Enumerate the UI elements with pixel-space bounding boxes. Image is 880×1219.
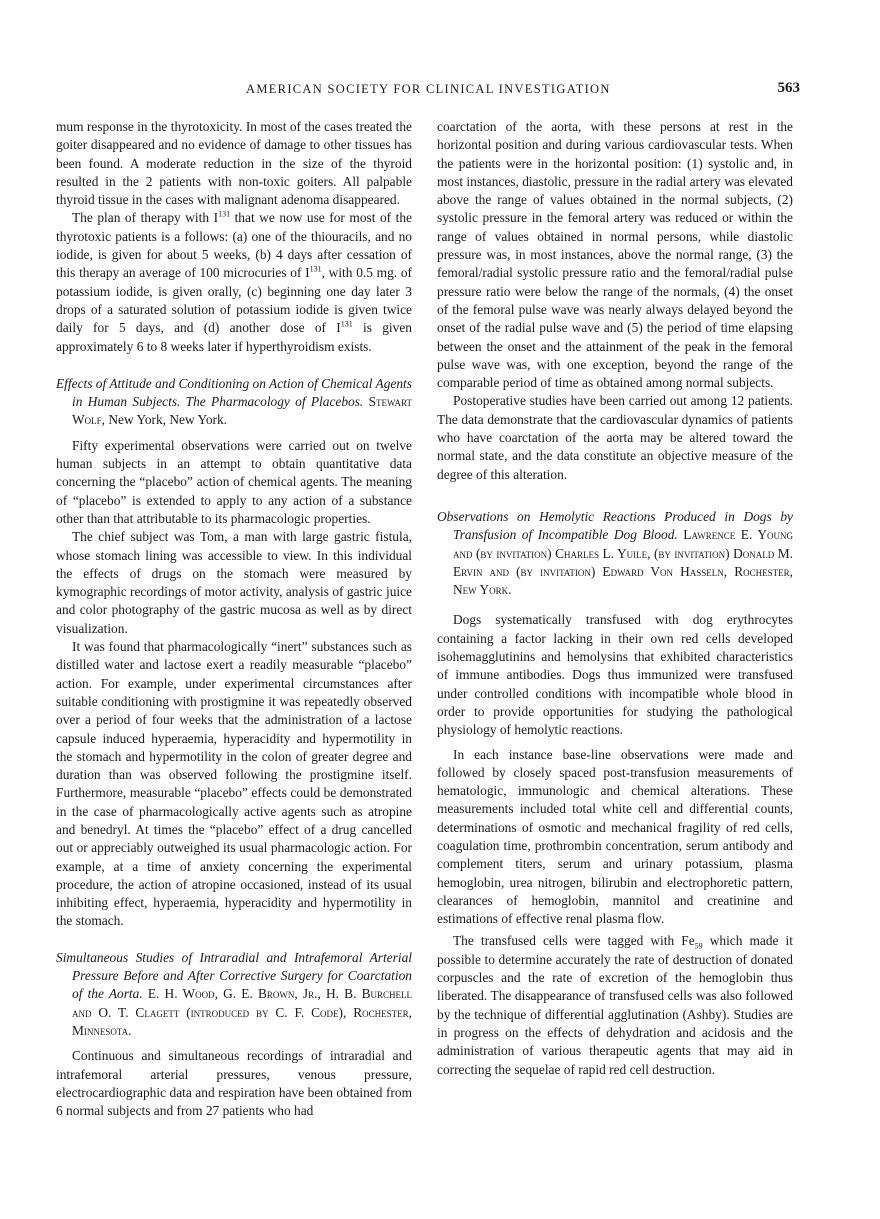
abstract-title-placebo: Effects of Attitude and Conditioning on Action of Chemical Agents in Human Subjects. The Pharmacology of Placebos. Stewart Wolf, New York, New York.: [56, 375, 412, 428]
author-names: Lawrence E. Young and (by invitation) Charles L. Yuile, (by invitation) Donald M. Ervin and (by invitation) Edward Von Hasseln, Rochester, New York.: [453, 527, 793, 598]
abstract-paragraph: Fifty experimental observations were carried out on twelve human subjects in an attempt to obtain quantitative data concerning the “placebo” action of chemical agents. The meaning of “placebo” is extended to apply to any action of a substance other than that attributable to its pharmacologic properties.: [56, 437, 412, 526]
page-number: 563: [777, 80, 800, 96]
isotope-superscript: 131: [218, 210, 231, 220]
isotope-subscript: 59: [694, 942, 703, 952]
author-names: Stewart Wolf: [72, 394, 412, 428]
continuation-paragraph: mum response in the thyrotoxicity. In most of the cases treated the goiter disappeared and no evidence of damage to other tissues has been found. A moderate reduction in the size of the thyroid resulted in the 2 patients with non-toxic goiters. All palpable thyroid tissue in the cases with malignant adenoma disappeared.: [56, 119, 412, 208]
abstract-paragraph: In each instance base-line observations were made and followed by closely spaced post-transfusion measurements of hematologic, immunologic and chemical alterations. These measurements included total white cell and differential counts, determinations of osmotic and mechanical fragility of red cells, coagulation time, prothrombin concentration, serum antibody and complement titers, serum and urinary potassium, plasma hemoglobin, urea nitrogen, bilirubin and electrophoretic pattern, clearances of hemoglobin, mannitol and creatinine and estimations of effective renal plasma flow.: [437, 746, 793, 927]
abstract-paragraph: It was found that pharmacologically “inert” substances such as distilled water and lactose exert a readily measurable “placebo” action. For example, under experimental circumstances after suitable conditioning with prostigmine it was repeatedly observed over a period of four weeks that the administration of a lactose capsule induced hyperaemia, hyperacidity and hypermotility in the stomach and hypermotility in the colon of greater degree and duration than was observed following the prostigmine itself. Furthermore, measurable “placebo” effects could be demonstrated in the case of pharmacologically active agents such as atropine and benedryl. At times the “placebo” effect of a drug cancelled out or appreciably outweighed its usual pharmacologic action. For example, at a time of anxiety concerning the experimental procedure, the action of atropine occasioned, instead of its usual inhibiting effect, hyperaemia, hyperacidity and hypermotility in the stomach.: [56, 639, 412, 929]
left-column: [56, 118, 412, 1120]
right-column: [437, 118, 793, 1079]
abstract-title-coarctation: Simultaneous Studies of Intraradial and Intrafemoral Arterial Pressure Before and After Corrective Surgery for Coarctation of the Aorta. E. H. Wood, G. E. Brown, Jr., H. B. Burchell and O. T. Clagett (introduced by C. F. Code), Rochester, Minnesota.: [56, 949, 412, 1038]
author-names: E. H. Wood, G. E. Brown, Jr., H. B. Burchell and O. T. Clagett (introduced by C. F. Code), Rochester, Minnesota.: [72, 986, 412, 1038]
abstract-title-hemolytic: Observations on Hemolytic Reactions Produced in Dogs by Transfusion of Incompatible Dog Blood. Lawrence E. Young and (by invitation) Charles L. Yuile, (by invitation) Donald M. Ervin and (by invitation) Edward Von Hasseln, Rochester, New York.: [437, 508, 793, 598]
abstract-paragraph: The chief subject was Tom, a man with large gastric fistula, whose stomach lining was accessible to view. In this individual the effects of drugs on the stomach were measured by kymographic recordings of motor activity, analysis of gastric juice and color photography of the gastric mucosa as well as by direct visualization.: [56, 529, 412, 636]
abstract-paragraph: Postoperative studies have been carried out among 12 patients. The data demonstrate that the cardiovascular dynamics of patients who have coarctation of the aorta may be altered toward the normal state, and the data constitute an objective measure of the degree of this alteration.: [437, 393, 793, 482]
isotope-superscript: 131: [309, 264, 322, 274]
plan-paragraph: The plan of therapy with $I^{131}$ that we now use for most of the thyrotoxic patients is a follows: (a) one of the thiouracils, and no iodide, is given for about 5 weeks, (b) 4 days after cessation of this therapy an average of 100 microcuries of $I^{131}$, with 0.5 mg. of potassium iodide, is given orally, (c) beginning one day later 3 drops of a saturated solution of potassium iodide is given twice daily for 5 days, and (d) another dose of $I^{131}$ is given approximately 6 to 8 weeks later if hyperthyroidism exists.: [56, 210, 413, 354]
continuation-paragraph: coarctation of the aorta, with these persons at rest in the horizontal position and during various cardiovascular tests. When the patients were in the horizontal position: (1) systolic and, in most instances, diastolic, pressure in the radial artery was elevated above the range of values obtained in the normal subjects, (2) systolic pressure in the femoral artery was reduced or within the range of values obtained in normal persons, while diastolic pressure was, in most instances, above the normal range, (3) the femoral/radial systolic pressure ratio and the femoral/radial pulse pressure ratio were below the range of the normals, (4) the onset of the femoral pulse wave was nearly always delayed beyond the onset of the radial pulse wave and (5) the period of time elapsing between the onset and the attainment of the peak in the femoral pulse wave was, with one exception, beyond the range of the comparable period of time as obtained among normal subjects.: [437, 119, 793, 391]
page-header: [56, 80, 800, 102]
running-head: AMERICAN SOCIETY FOR CLINICAL INVESTIGATION: [246, 82, 611, 96]
abstract-paragraph: Continuous and simultaneous recordings of intraradial and intrafemoral arterial pressures, venous pressure, electrocardiographic data and respiration have been obtained from 6 normal subjects and from 27 patients who had: [56, 1048, 412, 1119]
abstract-paragraph: The transfused cells were tagged with $Fe_{59}$ which made it possible to determine accurately the rate of destruction of donated corpuscles and the rate of excretion of the hemoglobin thus liberated. The disappearance of transfused cells was also followed by the technique of differential agglutination (Ashby). Studies are in progress on the effects of dehydration and acidosis and the administration of various therapeutic agents that may aid in correcting the sequelae of rapid red cell destruction.: [437, 933, 793, 1077]
abstract-paragraph: Dogs systematically transfused with dog erythrocytes containing a factor lacking in their own red cells developed isohemagglutinins and hemolysins that exhibited characteristics of immune antibodies. Dogs thus immunized were transfused under controlled conditions with incompatible whole blood in order to provide opportunities for studying the pathological physiology of hemolytic reactions.: [437, 612, 793, 738]
isotope-superscript: 131: [340, 319, 353, 329]
